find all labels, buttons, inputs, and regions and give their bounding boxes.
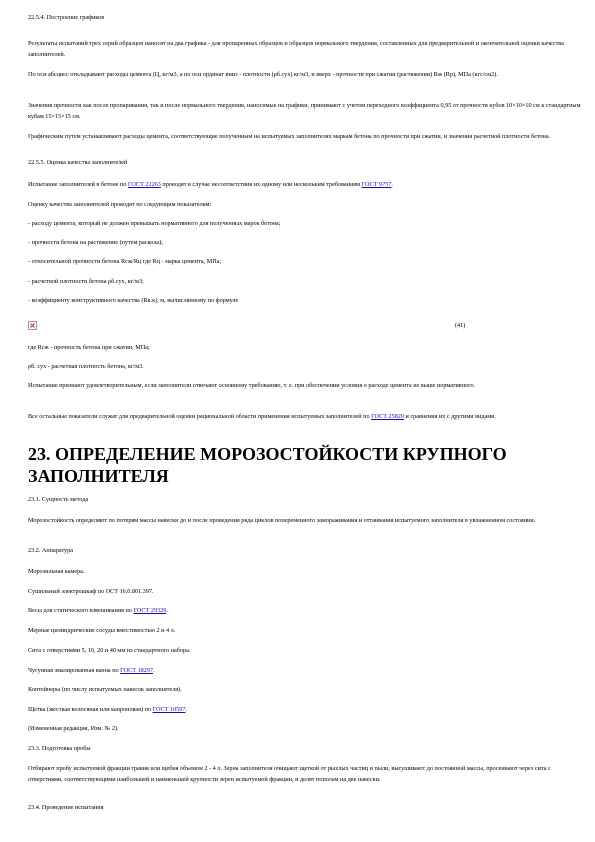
section-22-5-5-title: 22.5.5. Оценка качества заполнителей bbox=[28, 159, 128, 166]
paragraph-essence: Морозостойкость определяют по потерям массы навески до и после проведения ряда циклов попеременного замораживания и оттаивания испытуемого заполнителя в увлажненном состоянии. bbox=[28, 517, 536, 524]
paragraph-where-density: ρб. сух - расчетная плотность бетона, кг/м3. bbox=[28, 363, 144, 370]
gost-22263-link[interactable]: ГОСТ 22263 bbox=[127, 181, 161, 188]
equipment-brush bbox=[28, 705, 584, 716]
broken-image-icon bbox=[28, 321, 37, 330]
list-item-coefficient: - коэффициенту конструктивного качества (Rк.к), м, вычисляемому по формуле bbox=[28, 297, 239, 304]
paragraph-values: Значения прочности как после пропаривания, так и после нормального твердения, наносимые на графики, принимают с учетом переходного коэффициента 0,95 от прочности кубов 10×10×10 см к стандартным кубам 15×15×15 см. bbox=[28, 102, 581, 120]
equipment-containers: Контейнеры (по числу испытуемых навесок заполнителя). bbox=[28, 686, 182, 693]
gost-9757-link[interactable]: ГОСТ 9757 bbox=[361, 181, 392, 188]
list-item-relative-strength: - относительной прочности бетона Rсж/Rц где Rц - марка цемента, МПа; bbox=[28, 258, 222, 265]
section-23-2-title: 23.2. Аппаратура bbox=[28, 547, 73, 554]
amendment-note: (Измененная редакция, Изм. № 2). bbox=[28, 725, 119, 732]
gost-25820-link[interactable]: ГОСТ 25820 bbox=[371, 413, 404, 420]
text: Испытание заполнителей в бетоне по bbox=[28, 181, 128, 188]
list-item-tensile: - прочности бетона на растяжение (путем раскола); bbox=[28, 239, 163, 246]
section-23-1-title: 23.1. Сущность метода bbox=[28, 496, 89, 503]
gost-29329-link[interactable]: ГОСТ 29329 bbox=[133, 607, 167, 614]
list-item-cement: - расходу цемента, который не должен превышать нормативного для полученных марок бетона; bbox=[28, 220, 281, 227]
section-23-heading: 23. ОПРЕДЕЛЕНИЕ МОРОЗОСТОЙКОСТИ КРУПНОГО ЗАПОЛНИТЕЛЯ bbox=[28, 444, 507, 486]
equipment-drying-cabinet: Сушильный электрошкаф по ОСТ 16.0.801.397. bbox=[28, 588, 154, 595]
paragraph-where-strength: где Rсж - прочность бетона при сжатии, МПа; bbox=[28, 344, 150, 351]
text: . bbox=[153, 667, 155, 674]
equipment-bath bbox=[28, 666, 584, 677]
paragraph-graph: Графическим путем устанавливают расходы цемента, соответствующие полученным на испытуемых заполнителях маркам бетона по прочности при сжатии, и значения расчетной плотности бетона. bbox=[28, 133, 551, 140]
text: Чугунная эмалированная ванна по bbox=[28, 667, 121, 674]
text: . bbox=[391, 181, 393, 188]
paragraph-results: Результаты испытаний трех серий образцов наносят на два графика - для пропаренных образцов и образцов нормального твердения, составленных для предварительной и окончательной оценки качества заполнителей. bbox=[28, 40, 564, 58]
text: . bbox=[185, 706, 187, 713]
section-22-5-4-title: 22.5.4. Построение графиков bbox=[28, 14, 105, 21]
equation-number: (41) bbox=[455, 322, 466, 329]
paragraph-satisfactory: Испытание признают удовлетворительным, если заполнители отвечают основному требованию, т. е. при обеспечении условия о расходе цемента не выше нормативного. bbox=[28, 382, 476, 389]
gost-18297-link[interactable]: ГОСТ 18297 bbox=[120, 667, 154, 674]
equipment-scales bbox=[28, 606, 584, 617]
paragraph-sample-prep: Отбирают пробу испытуемой фракции гравия или щебня объемом 2 - 4 л. Зерна заполнителя очищают щеткой от рыхлых частиц и пыли, высушивают до постоянной массы, просеивают через сита с отверстиями, соответствующими наибольшей и наименьшей крупности зерен испытуемой фракции, и делят пополам на две навески. bbox=[28, 765, 551, 783]
equipment-sieves: Сита с отверстиями 5, 10, 20 и 40 мм из стандартного набора. bbox=[28, 647, 191, 654]
equipment-vessels: Мерные цилиндрические сосуды вместимостью 2 и 4 л. bbox=[28, 627, 176, 634]
text: . bbox=[166, 607, 168, 614]
paragraph-axes: По оси абсцисс откладывают расходы цемента (Ц, кг/м3, а по оси ординат вниз - плотности (ρб.сух) кг/м3, и вверх - прочности при сжатии (растяжении) Rж (Rр), МПа (кгс/см2). bbox=[28, 71, 498, 78]
section-23-3-title: 23.3. Подготовка пробы bbox=[28, 745, 91, 752]
list-item-density: - расчетной плотности бетона ρб.сух, кг/м3; bbox=[28, 278, 144, 285]
paragraph-remaining bbox=[28, 412, 584, 423]
gost-10597-link[interactable]: ГОСТ 10597 bbox=[152, 706, 186, 713]
paragraph-evaluation: Оценку качества заполнителей проводят по следующим показателям: bbox=[28, 201, 212, 208]
text: Все остальные показатели служат для предварительной оценки рациональной области применения испытуемых заполнителей по bbox=[28, 413, 372, 420]
text: проводят в случае несоответствия их одному или нескольким требованиям bbox=[160, 181, 362, 188]
text: Щетка (жесткая волосяная или капроновая) по bbox=[28, 706, 153, 713]
text: и сравнения их с другими видами. bbox=[404, 413, 497, 420]
equipment-freezer: Морозильная камера. bbox=[28, 568, 85, 575]
text: Весы для статического взвешивания по bbox=[28, 607, 134, 614]
paragraph-test bbox=[28, 180, 584, 191]
section-23-4-title: 23.4. Проведение испытания bbox=[28, 804, 104, 811]
